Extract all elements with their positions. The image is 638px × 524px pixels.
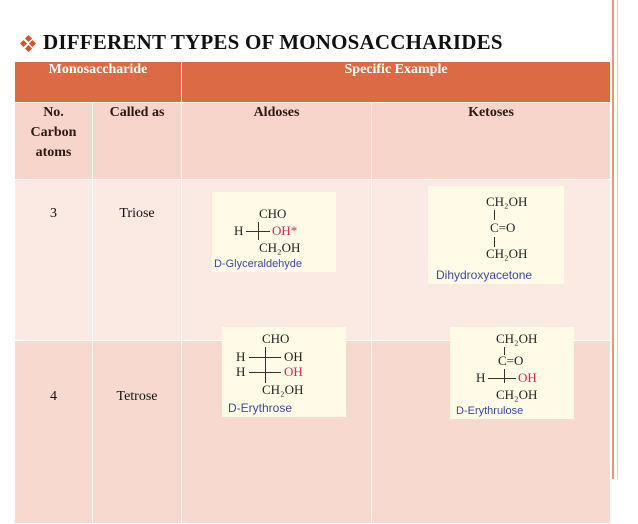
- slide-heading: [21, 30, 503, 55]
- formula-text: CH₂OH: [496, 331, 538, 346]
- erythrose-structure: [222, 327, 346, 417]
- subheader-called-as: Called as: [93, 103, 182, 180]
- slide-border: [612, 0, 614, 479]
- molecule-name: D-Erythrose: [228, 401, 293, 415]
- header-monosaccharide: Monosaccharide: [15, 62, 182, 103]
- subheader-aldoses: Aldoses: [182, 103, 372, 180]
- formula-text: H: [236, 349, 246, 364]
- formula-text: OH: [518, 370, 537, 385]
- bond-line: [488, 378, 516, 379]
- formula-text: C=O: [490, 220, 516, 235]
- formula-text: CH₂OH: [486, 246, 528, 261]
- molecule-name: D-Glyceraldehyde: [214, 258, 303, 270]
- formula-text: OH: [284, 349, 303, 364]
- formula-text: CH₂OH: [259, 240, 301, 255]
- diamond-bullet-icon: [21, 36, 35, 50]
- formula-text: CHO: [259, 206, 287, 221]
- dihydroxyacetone-structure: [428, 186, 564, 284]
- formula-text: H: [476, 370, 486, 385]
- erythrulose-structure: [450, 327, 574, 419]
- subheader-carbon-atoms: No. Carbon atoms: [15, 103, 93, 180]
- table-header-row: [15, 62, 611, 103]
- formula-text: CH₂OH: [262, 382, 304, 397]
- molecule-name: Dihydroxyacetone: [436, 268, 533, 282]
- carbon-count: 3: [15, 180, 93, 341]
- sugar-class: Triose: [93, 180, 182, 341]
- formula-text: H: [234, 223, 244, 238]
- formula-text: C=O: [498, 353, 524, 368]
- header-specific-example: Specific Example: [182, 62, 611, 103]
- sugar-class: Tetrose: [93, 341, 182, 524]
- page-title: DIFFERENT TYPES OF MONOSACCHARIDES: [43, 30, 503, 54]
- subheader-ketoses: Ketoses: [372, 103, 611, 180]
- formula-text: H: [236, 364, 246, 379]
- slide-border-inner: [617, 0, 618, 479]
- formula-text: CH₂OH: [486, 194, 528, 209]
- molecule-name: D-Erythrulose: [456, 405, 524, 417]
- bond-line: [504, 369, 505, 383]
- monosaccharide-table: [14, 61, 611, 524]
- carbon-count: 4: [15, 341, 93, 524]
- table-subheader-row: [15, 103, 611, 180]
- glyceraldehyde-structure: [212, 192, 336, 272]
- bond-line: [258, 222, 259, 240]
- formula-text: OH*: [272, 223, 298, 238]
- bond-line: [494, 210, 495, 220]
- formula-text: OH: [284, 364, 303, 379]
- bond-line: [265, 347, 266, 383]
- formula-text: CH₂OH: [496, 387, 538, 402]
- formula-text: CHO: [262, 331, 290, 346]
